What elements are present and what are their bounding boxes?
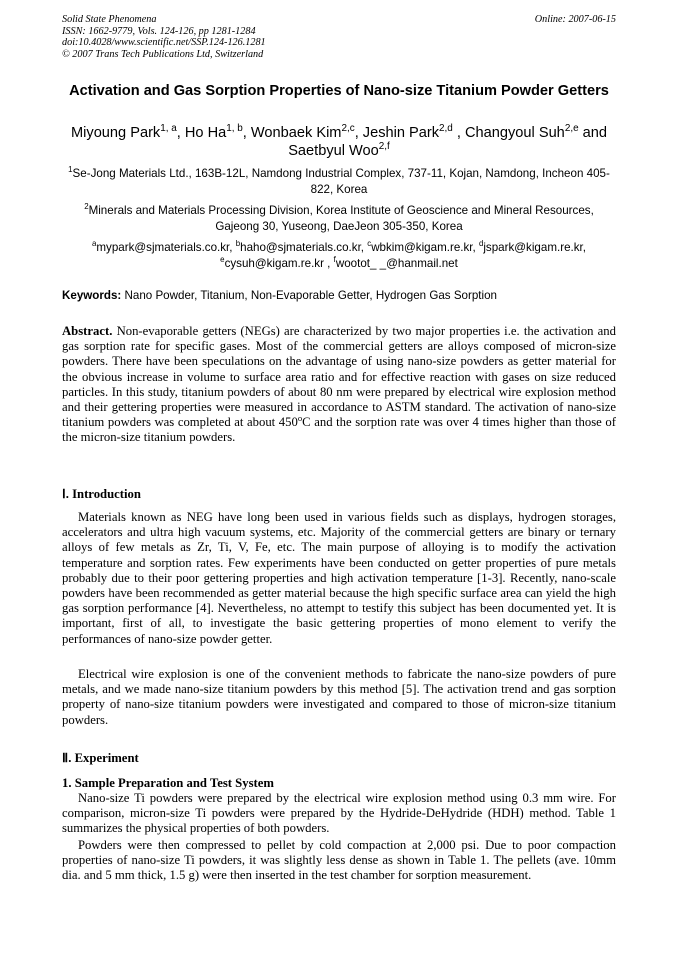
affiliation-mark: 1 [68, 165, 73, 175]
author-affiliation-mark: 1, a [160, 123, 177, 135]
doi-line: doi:10.4028/www.scientific.net/SSP.124-126.1281 [62, 37, 266, 49]
paper-title: Activation and Gas Sorption Properties of Nano-size Titanium Powder Getters [69, 83, 609, 99]
abstract [62, 324, 616, 446]
copyright-line: © 2007 Trans Tech Publications Ltd, Switzerland [62, 48, 264, 60]
email-address[interactable]: cysuh@kigam.re.kr [224, 256, 324, 270]
intro-paragraph-2: Electrical wire explosion is one of the convenient methods to fabricate the nano-size powders of pure metals, and we made nano-size titanium powders by this method [5]. The activation trend and gas sorption property of nano-size titanium powders were investigated and compared to those of micron-size titanium powders. [62, 667, 616, 727]
issn-line: ISSN: 1662-9779, Vols. 124-126, pp 1281-1284 [62, 25, 256, 37]
email-address[interactable]: wootot_ _@hanmail.net [335, 256, 458, 270]
keywords [62, 288, 616, 303]
affiliation-text: Minerals and Materials Processing Division, Korea Institute of Geoscience and Mineral Resources, Gajeong 30, Yuseong, DaeJeon 305-350, Korea [88, 204, 594, 233]
journal-name: Solid State Phenomena [62, 14, 157, 25]
email-mark: e [220, 254, 225, 264]
abstract-text: Non-evaporable getters (NEGs) are characterized by two major properties i.e. the activation and gas sorption rate for specific gases. Most of the commercial getters are alloys composed of micron-size powders. There have been speculations on the advantage of using nano-size powders as getter material for the obvious increase in volume to surface area ratio and for effective reaction with gases on size reduced particles. In this study, titanium powders of about 80 nm were prepared by electrical wire explosion method and their gettering properties were measured in accordance to ASTM standard. The activation of nano-size titanium powders was completed at about 450 [62, 324, 616, 430]
author-name: Changyoul Suh [465, 125, 565, 141]
author-affiliation-mark: 2,d [439, 123, 453, 135]
author-name: Miyoung Park [71, 125, 161, 141]
author-separator: , [176, 125, 185, 141]
author-separator: , [242, 125, 251, 141]
author-name: Jeshin Park [362, 125, 440, 141]
author-affiliation-mark: 1, b [226, 123, 243, 135]
email-separator: , [360, 241, 368, 254]
abstract-text-end: C and the sorption rate was over 4 times higher than those of the micron-size titanium powders. [62, 415, 616, 445]
email-separator: , [472, 241, 479, 254]
email-mark: b [235, 239, 241, 249]
email-mark: d [478, 239, 484, 249]
author-separator: , [452, 125, 465, 141]
author-name: Ho Ha [184, 125, 227, 141]
experiment-paragraph-2: Powders were then compressed to pellet by cold compaction at 2,000 psi. Due to poor compaction properties of nano-size Ti powders, it was slightly less dense as shown in Table 1. The pellets (ave. 10mm dia. and 5 mm thick, 1.5 g) were then inserted in the test chamber for sorption measurement. [62, 838, 616, 883]
author-separator: , [354, 125, 363, 141]
affiliation-1 [62, 166, 616, 197]
affiliation-2 [62, 203, 616, 234]
keywords-text: Nano Powder, Titanium, Non-Evaporable Getter, Hydrogen Gas Sorption [124, 289, 498, 302]
author-affiliation-mark: 2,c [341, 123, 355, 135]
degree-mark: o [297, 412, 303, 423]
affiliation-text: Se-Jong Materials Ltd., 163B-12L, Namdong Industrial Complex, 737-11, Kojan, Namdong, Incheon 405-822, Korea [72, 167, 610, 196]
section-heading-introduction: Ⅰ. Introduction [62, 487, 141, 501]
author-affiliation-mark: 2,e [564, 123, 579, 135]
email-separator: , [229, 241, 236, 254]
email-address[interactable]: haho@sjmaterials.co.kr [240, 241, 361, 254]
online-date: Online: 2007-06-15 [534, 14, 616, 25]
author-separator: and [578, 125, 607, 141]
email-separator: , [323, 256, 334, 270]
experiment-paragraph-1: Nano-size Ti powders were prepared by the electrical wire explosion method using 0.3 mm wire. For comparison, micron-size Ti powders were prepared by the Hydride-DeHydride (HDH) method. Table 1 summarizes the physical properties of both powders. [62, 791, 616, 836]
author-name: Wonbaek Kim [250, 125, 342, 141]
author-list [62, 124, 616, 160]
email-mark: a [92, 239, 97, 249]
section-heading-experiment: Ⅱ. Experiment [62, 751, 139, 765]
abstract-label: Abstract. [62, 324, 113, 338]
subsection-heading-sample-preparation: 1. Sample Preparation and Test System [62, 776, 274, 790]
email-address[interactable]: wbkim@kigam.re.kr [371, 241, 473, 254]
email-address[interactable]: mypark@sjmaterials.co.kr [96, 241, 230, 254]
journal-header [62, 14, 616, 60]
email-mark: c [367, 239, 372, 249]
keywords-label: Keywords: [62, 289, 122, 302]
affiliation-mark: 2 [84, 202, 89, 212]
intro-paragraph-1: Materials known as NEG have long been used in various fields such as displays, hydrogen storages, accelerators and ultra high vacuum systems, etc. Majority of the commercial getters are binary or ternary alloys of few metals as Zr, Ti, V, Fe, etc. The main purpose of alloying is to modify the activation temperature and sorption rates. Few experiments have been conducted on getter properties of pure metals probably due to their poor gettering properties and high activation temperature [1-3]. Recently, nano-scale powders have been recommended as getter material because the high specific surface area can yield the high gas sorption performance [4]. Nevertheless, no attempt to testify this subject has been documented yet. It is important, first of all, to investigate the basic gettering properties of mono element to verify the performances of nano-size powder getter. [62, 510, 616, 646]
email-mark: f [333, 254, 336, 264]
email-separator: , [582, 241, 586, 254]
email-list [62, 240, 616, 271]
author-name: Saetbyul Woo [288, 143, 379, 159]
email-address[interactable]: jspark@kigam.re.kr [483, 241, 583, 254]
author-affiliation-mark: 2,f [378, 141, 390, 153]
